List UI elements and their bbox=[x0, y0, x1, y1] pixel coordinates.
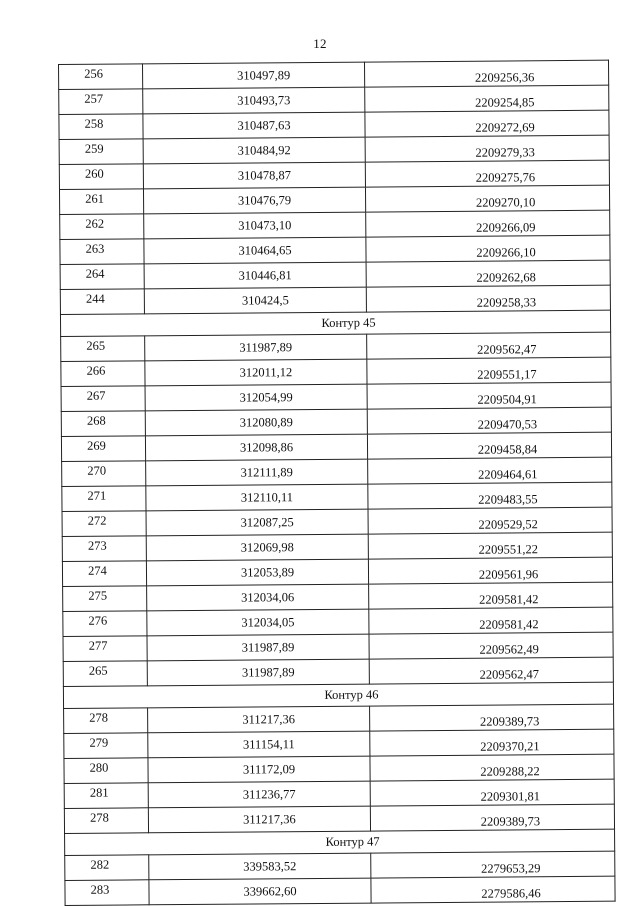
x-coordinate-cell: 310497,89 bbox=[143, 62, 365, 89]
y-coordinate-cell: 2209551,17 bbox=[367, 357, 611, 384]
point-number-cell: 270 bbox=[62, 461, 146, 487]
y-coordinate-cell: 2209266,09 bbox=[366, 210, 610, 237]
point-number-cell: 259 bbox=[59, 139, 143, 165]
x-coordinate-cell: 311236,77 bbox=[148, 781, 370, 808]
page-number: 12 bbox=[313, 36, 327, 51]
x-coordinate-cell: 312011,12 bbox=[145, 359, 367, 386]
y-coordinate-cell: 2209562,49 bbox=[369, 632, 613, 659]
x-coordinate-cell: 312111,89 bbox=[146, 459, 368, 486]
point-number-cell: 272 bbox=[62, 511, 146, 537]
y-coordinate-cell: 2279653,29 bbox=[371, 851, 615, 878]
contour-title: Контур 45 bbox=[60, 310, 610, 336]
y-coordinate-cell: 2209275,76 bbox=[365, 160, 609, 187]
point-number-cell: 265 bbox=[61, 336, 145, 362]
point-number-cell: 283 bbox=[65, 880, 149, 906]
x-coordinate-cell: 311217,36 bbox=[148, 706, 370, 733]
y-coordinate-cell: 2209458,84 bbox=[367, 432, 611, 459]
y-coordinate-cell: 2209270,10 bbox=[365, 185, 609, 212]
y-coordinate-cell: 2209470,53 bbox=[367, 407, 611, 434]
x-coordinate-cell: 312098,86 bbox=[145, 434, 367, 461]
point-number-cell: 260 bbox=[59, 164, 143, 190]
point-number-cell: 261 bbox=[59, 189, 143, 215]
x-coordinate-cell: 311217,36 bbox=[148, 806, 370, 833]
x-coordinate-cell: 312053,89 bbox=[146, 559, 368, 586]
x-coordinate-cell: 312080,89 bbox=[145, 409, 367, 436]
x-coordinate-cell: 311987,89 bbox=[147, 659, 369, 686]
point-number-cell: 268 bbox=[61, 411, 145, 437]
x-coordinate-cell: 312069,98 bbox=[146, 534, 368, 561]
point-number-cell: 263 bbox=[60, 239, 144, 265]
x-coordinate-cell: 310476,79 bbox=[143, 187, 365, 214]
coordinates-table bbox=[58, 60, 616, 906]
y-coordinate-cell: 2209258,33 bbox=[366, 285, 610, 312]
x-coordinate-cell: 339583,52 bbox=[149, 853, 371, 880]
y-coordinate-cell: 2209551,22 bbox=[368, 532, 612, 559]
point-number-cell: 281 bbox=[64, 783, 148, 809]
x-coordinate-cell: 339662,60 bbox=[149, 878, 371, 905]
point-number-cell: 277 bbox=[63, 636, 147, 662]
point-number-cell: 276 bbox=[63, 611, 147, 637]
y-coordinate-cell: 2209483,55 bbox=[368, 482, 612, 509]
x-coordinate-cell: 311154,11 bbox=[148, 731, 370, 758]
x-coordinate-cell: 310473,10 bbox=[144, 212, 366, 239]
coordinates-table-body bbox=[59, 60, 616, 905]
y-coordinate-cell: 2209262,68 bbox=[366, 260, 610, 287]
x-coordinate-cell: 311987,89 bbox=[145, 334, 367, 361]
y-coordinate-cell: 2279586,46 bbox=[371, 876, 615, 903]
x-coordinate-cell: 310464,65 bbox=[144, 237, 366, 264]
y-coordinate-cell: 2209561,96 bbox=[368, 557, 612, 584]
contour-title: Контур 46 bbox=[63, 682, 613, 708]
point-number-cell: 278 bbox=[64, 808, 148, 834]
x-coordinate-cell: 312087,25 bbox=[146, 509, 368, 536]
x-coordinate-cell: 312034,05 bbox=[147, 609, 369, 636]
point-number-cell: 262 bbox=[60, 214, 144, 240]
y-coordinate-cell: 2209529,52 bbox=[368, 507, 612, 534]
point-number-cell: 264 bbox=[60, 264, 144, 290]
point-number-cell: 278 bbox=[64, 708, 148, 734]
y-coordinate-cell: 2209389,73 bbox=[370, 804, 614, 831]
x-coordinate-cell: 310487,63 bbox=[143, 112, 365, 139]
y-coordinate-cell: 2209464,61 bbox=[368, 457, 612, 484]
point-number-cell: 279 bbox=[64, 733, 148, 759]
y-coordinate-cell: 2209272,69 bbox=[365, 110, 609, 137]
x-coordinate-cell: 311172,09 bbox=[148, 756, 370, 783]
point-number-cell: 267 bbox=[61, 386, 145, 412]
point-number-cell: 257 bbox=[59, 89, 143, 115]
point-number-cell: 244 bbox=[60, 289, 144, 315]
x-coordinate-cell: 312110,11 bbox=[146, 484, 368, 511]
y-coordinate-cell: 2209504,91 bbox=[367, 382, 611, 409]
y-coordinate-cell: 2209254,85 bbox=[365, 85, 609, 112]
point-number-cell: 275 bbox=[63, 586, 147, 612]
y-coordinate-cell: 2209288,22 bbox=[370, 754, 614, 781]
y-coordinate-cell: 2209389,73 bbox=[370, 704, 614, 731]
point-number-cell: 271 bbox=[62, 486, 146, 512]
y-coordinate-cell: 2209370,21 bbox=[370, 729, 614, 756]
point-number-cell: 282 bbox=[65, 855, 149, 881]
point-number-cell: 256 bbox=[59, 64, 143, 90]
y-coordinate-cell: 2209562,47 bbox=[367, 332, 611, 359]
x-coordinate-cell: 310424,5 bbox=[144, 287, 366, 314]
point-number-cell: 280 bbox=[64, 758, 148, 784]
point-number-cell: 273 bbox=[62, 536, 146, 562]
x-coordinate-cell: 312054,99 bbox=[145, 384, 367, 411]
x-coordinate-cell: 312034,06 bbox=[147, 584, 369, 611]
point-number-cell: 266 bbox=[61, 361, 145, 387]
point-number-cell: 258 bbox=[59, 114, 143, 140]
y-coordinate-cell: 2209562,47 bbox=[369, 657, 613, 684]
y-coordinate-cell: 2209301,81 bbox=[370, 779, 614, 806]
y-coordinate-cell: 2209256,36 bbox=[364, 60, 608, 87]
x-coordinate-cell: 310493,73 bbox=[143, 87, 365, 114]
y-coordinate-cell: 2209279,33 bbox=[365, 135, 609, 162]
x-coordinate-cell: 310478,87 bbox=[143, 162, 365, 189]
contour-title: Контур 47 bbox=[65, 829, 615, 855]
table-row bbox=[65, 876, 615, 905]
x-coordinate-cell: 310484,92 bbox=[143, 137, 365, 164]
point-number-cell: 269 bbox=[61, 436, 145, 462]
y-coordinate-cell: 2209581,42 bbox=[369, 582, 613, 609]
point-number-cell: 265 bbox=[63, 661, 147, 687]
point-number-cell: 274 bbox=[62, 561, 146, 587]
x-coordinate-cell: 311987,89 bbox=[147, 634, 369, 661]
y-coordinate-cell: 2209266,10 bbox=[366, 235, 610, 262]
x-coordinate-cell: 310446,81 bbox=[144, 262, 366, 289]
y-coordinate-cell: 2209581,42 bbox=[369, 607, 613, 634]
